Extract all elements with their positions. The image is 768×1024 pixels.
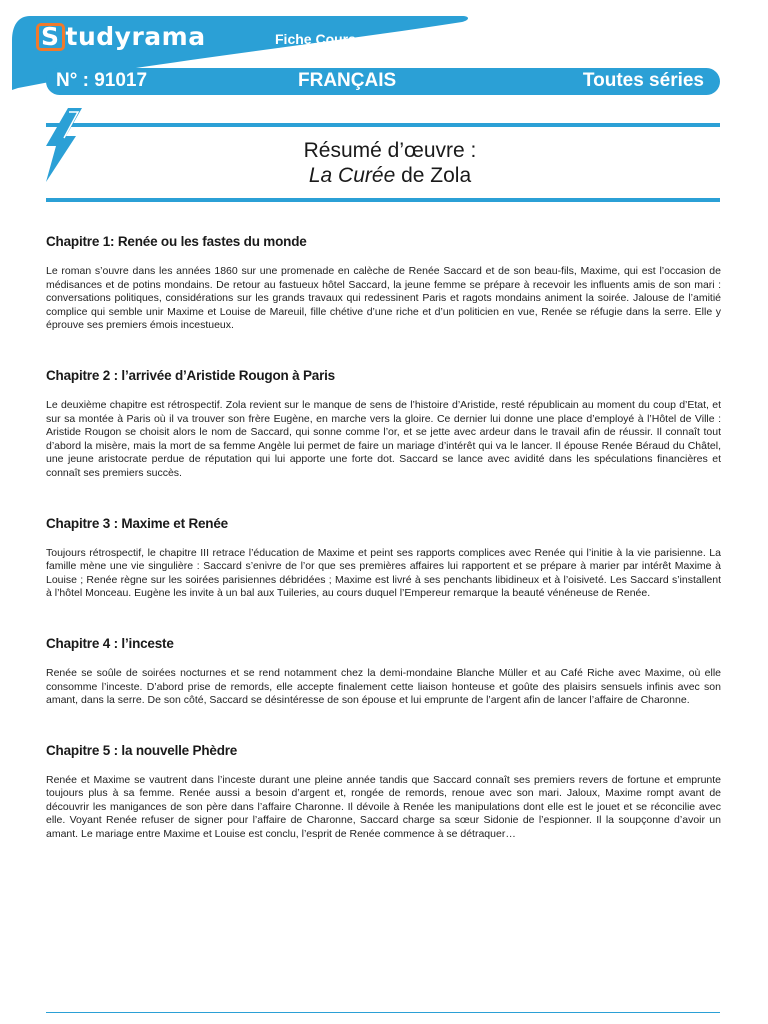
logo-initial: S <box>36 23 65 51</box>
chapter-title: Chapitre 1: Renée ou les fastes du monde <box>46 234 307 249</box>
chapter-4 <box>46 636 721 708</box>
studyrama-logo <box>36 22 206 51</box>
chapter-text: Renée se soûle de soirées nocturnes et se rend notamment chez la demi-mondaine Blanche Müller et au Café Riche avec Maxime, où elle consomme l’inceste. D’abord prise de remords, elle accepte finalement cette liaison honteuse et goûte des plaisirs sensuels infinis avec son amant, dans la serre. De son côté, Saccard se désintéresse de son épouse et lui emprunte de l’argent afin de lancer l’affaire de Charonne. <box>46 666 721 707</box>
chapter-title: Chapitre 5 : la nouvelle Phèdre <box>46 742 238 758</box>
footer-rule <box>46 1012 720 1013</box>
chapter-text: Le roman s’ouvre dans les années 1860 sur une promenade en calèche de Renée Saccard et de son beau-fils, Maxime, qui est l’occasion de médisances et de potins mondains. De retour au fastueux hôtel Saccard, la jeune femme se prépare à recevoir les influents amis de son mari : conversations politiques, considérations sur les grands travaux qui redessinent Paris et ragots mondains animent la soirée. Jalouse de l’amitié complice qui semble unir Maxime et Louise de Mareuil, fille chétive d’une riche et d’un politicien en vue, Renée se réfugie dans la serre. Elle y éprouve ses premiers émois incestueux. <box>46 265 721 332</box>
chapter-text: Toujours rétrospectif, le chapitre III retrace l’éducation de Maxime et peint ses rapports complices avec Renée qui l’initie à la vie parisienne. La famille mène une vie singulière : Saccard s’enivre de l’or que ses premières affaires lui rapportent et se prépare à marier par intérêt Maxime à Louise ; Renée règne sur les soirées parisiennes débridées ; Maxime est livré à ses penchants libidineux et à l’oisiveté. Les Saccard s’installent à l’hôtel Monceau. Eugène les invite à un bal aux Tuileries, au cours duquel l’Empereur remarque la beauté vénéneuse de Renée. <box>46 546 721 600</box>
chapter-1 <box>46 234 721 333</box>
chapter-title: Chapitre 2 : l’arrivée d’Aristide Rougon à Paris <box>46 367 335 383</box>
chapter-5 <box>46 743 721 842</box>
title-rule-top <box>46 123 720 127</box>
info-bar <box>46 68 720 95</box>
chapter-2 <box>46 368 721 481</box>
title-line1: Résumé d’œuvre : <box>303 139 477 162</box>
chapters-content <box>46 234 721 877</box>
chapter-text: Le deuxième chapitre est rétrospectif. Zola revient sur le manque de sens de l’histoire d’Aristide, resté républicain au moment du coup d’Etat, et sur sa montée à Paris où il va trouver son frère Eugène, en marche vers la gloire. Ce dernier lui donne une place d’employé à l’Hôtel de Ville : Aristide Rougon se choisit alors le nom de Saccard, qui sonne comme l’or, et se jette avec ardeur dans le travail afin de réussir. Il connaît tout d’abord la misère, mais la mort de sa femme Angèle lui permet de faire un mariage d’intérêt qui va le lancer. Il épouse Renée Béraud du Châtel, une jeune aristocrate perdue de réputation qui lui apporte une forte dot. Saccard se lance avec avidité dans les spéculations financières et connaît ses premiers succès. <box>46 398 721 479</box>
chapter-title: Chapitre 3 : Maxime et Renée <box>46 515 228 531</box>
document-title <box>200 138 580 188</box>
work-title: La Curée <box>308 164 396 187</box>
title-author: de Zola <box>395 164 472 187</box>
title-line2 <box>200 163 580 188</box>
chapter-title: Chapitre 4 : l’inceste <box>46 635 174 651</box>
title-rule-bottom <box>46 198 720 202</box>
fiche-label: Fiche Cours <box>275 31 356 47</box>
lightning-icon <box>38 106 84 184</box>
fiche-number: N° : 91017 <box>56 70 148 91</box>
logo-text: tudyrama <box>65 22 206 51</box>
chapter-text: Renée et Maxime se vautrent dans l’inceste durant une pleine année tandis que Saccard connaît ses premiers revers de fortune et emprunte toujours plus à sa femme. Renée aussi a besoin d’argent et, rongée de remords, renoue avec son mari. Jaloux, Maxime rompt avant de découvrir les manigances de son père dans l’affaire Charonne. Il dévoile à Renée les manipulations dont elle est le jouet et se réconcilie avec elle. Voyant Renée refuser de signer pour l’affaire de Charonne, Saccard charge sa sœur Sidonie de l’espionner. Il la soupçonne d’avoir un amant. Le mariage entre Maxime et Louise est conclu, l’esprit de Renée commence à se détraquer… <box>46 773 721 841</box>
series-label: Toutes séries <box>582 70 704 91</box>
subject-label: FRANÇAIS <box>298 70 397 91</box>
chapter-3 <box>46 516 721 601</box>
